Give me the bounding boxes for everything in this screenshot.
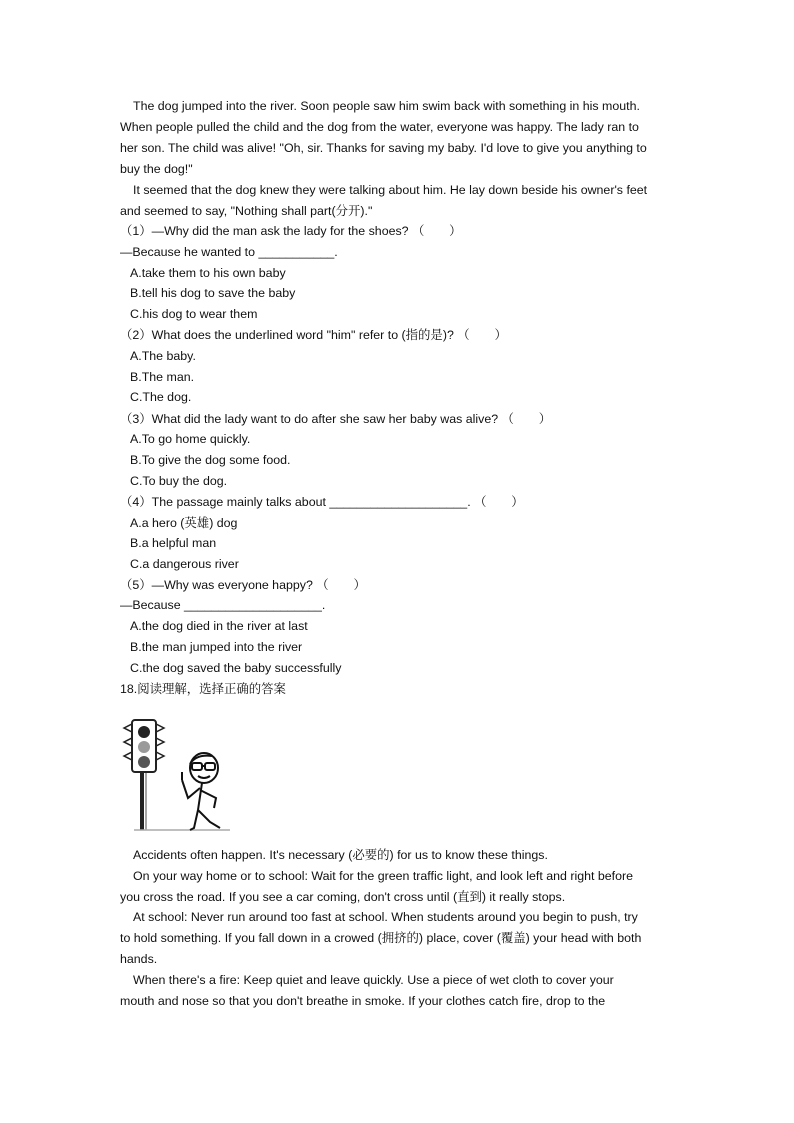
passage1-line: and seemed to say, "Nothing shall part(分开)." [120, 204, 373, 218]
passage1-line: When people pulled the child and the dog from the water, everyone was happy. The lady ran to [120, 120, 639, 134]
question-stem: （3）What did the lady want to do after she saw her baby was alive? （ ） [120, 412, 552, 426]
passage2-line: On your way home or to school: Wait for the green traffic light, and look left and right before [133, 869, 634, 883]
passage1-line: buy the dog!" [120, 162, 193, 176]
option: C.To buy the dog. [130, 474, 228, 488]
passage1-line: The dog jumped into the river. Soon people saw him swim back with something in his mouth. [133, 99, 640, 113]
option: C.his dog to wear them [130, 307, 258, 321]
section-heading: 18.阅读理解，选择正确的答案 [120, 682, 286, 696]
traffic-light-illustration [120, 718, 235, 833]
option: A.The baby. [130, 349, 196, 363]
option: B.The man. [130, 370, 195, 384]
passage1-line: her son. The child was alive! "Oh, sir. Thanks for saving my baby. I'd love to give you anything to [120, 141, 647, 155]
option: C.The dog. [130, 390, 192, 404]
option: A.take them to his own baby [130, 266, 286, 280]
question-stem: （4）The passage mainly talks about ____________________. （ ） [120, 495, 524, 509]
answer-line: —Because he wanted to ___________. [120, 245, 338, 259]
passage1-line: It seemed that the dog knew they were talking about him. He lay down beside his owner's feet [133, 183, 648, 197]
option: A.a hero (英雄) dog [130, 516, 238, 530]
passage2-line: hands. [120, 952, 158, 966]
option: B.the man jumped into the river [130, 640, 303, 654]
option: A.the dog died in the river at last [130, 619, 308, 633]
red-light-icon [138, 726, 150, 738]
option: C.the dog saved the baby successfully [130, 661, 342, 675]
question-stem: （1）—Why did the man ask the lady for the shoes? （ ） [120, 224, 462, 238]
question-stem: （5）—Why was everyone happy? （ ） [120, 578, 366, 592]
option: B.a helpful man [130, 536, 217, 550]
option: C.a dangerous river [130, 557, 239, 571]
question-stem: （2）What does the underlined word "him" refer to (指的是)? （ ） [120, 328, 507, 342]
option: B.tell his dog to save the baby [130, 286, 296, 300]
passage2-line: When there's a fire: Keep quiet and leave quickly. Use a piece of wet cloth to cover your [133, 973, 614, 987]
passage2-line: Accidents often happen. It's necessary (必要的) for us to know these things. [133, 848, 548, 862]
option: B.To give the dog some food. [130, 453, 291, 467]
option: A.To go home quickly. [130, 432, 251, 446]
passage2-line: At school: Never run around too fast at school. When students around you begin to push, try [133, 910, 638, 924]
yellow-light-icon [138, 741, 150, 753]
passage2-line: mouth and nose so that you don't breathe in smoke. If your clothes catch fire, drop to the [120, 994, 606, 1008]
passage2-line: you cross the road. If you see a car coming, don't cross until (直到) it really stops. [120, 890, 566, 904]
stick-figure-icon [182, 753, 220, 830]
passage2-line: to hold something. If you fall down in a crowed (拥挤的) place, cover (覆盖) your head with both [120, 931, 642, 945]
green-light-icon [138, 756, 150, 768]
answer-line: —Because ____________________. [120, 598, 326, 612]
